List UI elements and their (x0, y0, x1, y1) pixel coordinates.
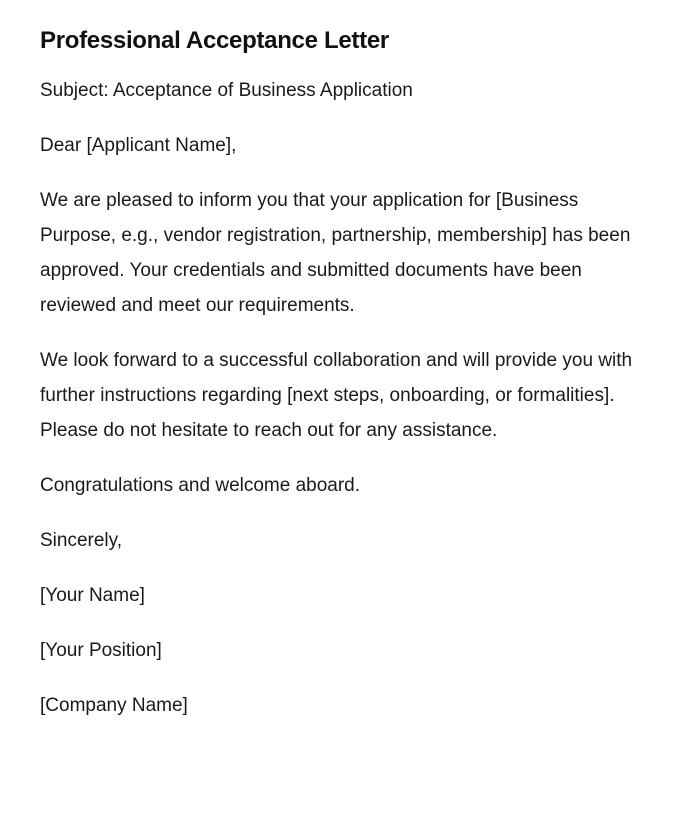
subject-line: Subject: Acceptance of Business Application (40, 80, 413, 101)
salutation: Dear [Applicant Name], (40, 135, 237, 156)
body-paragraph-2: We look forward to a successful collaboration and will provide you with further instructions regarding [next steps, onboarding, or formalities]. Please do not hesitate to reach out for any assistance. (40, 350, 633, 441)
closing-line: Sincerely, (40, 530, 123, 551)
signer-name: [Your Name] (40, 585, 145, 606)
signer-position: [Your Position] (40, 640, 162, 661)
letter-title: Professional Acceptance Letter (40, 27, 389, 54)
congratulations-line: Congratulations and welcome aboard. (40, 475, 361, 496)
body-paragraph-1: We are pleased to inform you that your application for [Business Purpose, e.g., vendor registration, partnership, membership] has been approved. Your credentials and submitted documents have been reviewed and meet our requirements. (40, 190, 631, 316)
company-name: [Company Name] (40, 695, 188, 716)
